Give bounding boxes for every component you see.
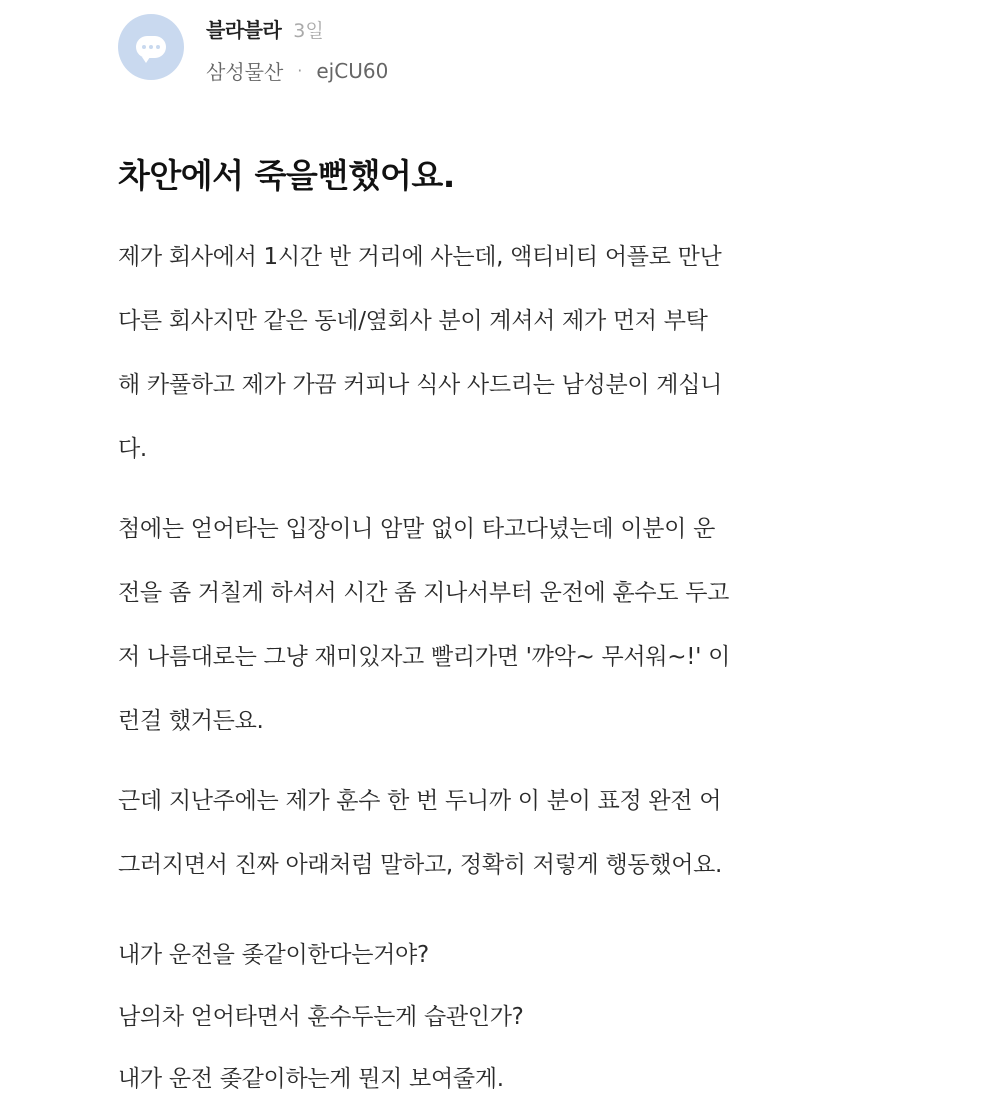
body-line: 저 나름대로는 그냥 재미있자고 빨리가면 '꺄악~ 무서워~!' 이 xyxy=(118,644,731,670)
body-line: 그러지면서 진짜 아래처럼 말하고, 정확히 저렇게 행동했어요. xyxy=(118,852,723,878)
body-line: 첨에는 얻어타는 입장이니 암말 없이 타고다녔는데 이분이 운 xyxy=(118,516,716,542)
body-line: 근데 지난주에는 제가 훈수 한 번 두니까 이 분이 표정 완전 어 xyxy=(118,788,722,814)
author-header xyxy=(118,14,388,84)
post-age: 3일 xyxy=(293,20,324,42)
body-line: 내가 운전을 좆같이한다는거야? xyxy=(118,942,429,968)
body-line: 남의차 얻어타면서 훈수두는게 습관인가? xyxy=(118,1004,524,1030)
author-user-id: ejCU60 xyxy=(316,58,389,83)
author-meta xyxy=(206,14,388,85)
body-line: 제가 회사에서 1시간 반 거리에 사는데, 액티비티 어플로 만난 xyxy=(118,244,722,270)
post-title: 차안에서 죽을뻔했어요. xyxy=(118,156,455,195)
author-name[interactable]: 블라블라 xyxy=(206,18,282,42)
body-line: 해 카풀하고 제가 가끔 커피나 식사 사드리는 남성분이 계십니 xyxy=(118,372,723,398)
body-line: 내가 운전 좆같이하는게 뭔지 보여줄게. xyxy=(118,1066,504,1092)
body-line: 런걸 했거든요. xyxy=(118,708,264,734)
meta-separator: · xyxy=(297,61,303,80)
body-line: 전을 좀 거칠게 하셔서 시간 좀 지나서부터 운전에 훈수도 두고 xyxy=(118,580,730,606)
author-company[interactable]: 삼성물산 xyxy=(206,60,284,84)
avatar[interactable] xyxy=(118,14,184,80)
body-line: 다른 회사지만 같은 동네/옆회사 분이 계셔서 제가 먼저 부탁 xyxy=(118,308,708,334)
chat-bubble-icon xyxy=(136,36,166,58)
body-line: 다. xyxy=(118,436,147,462)
